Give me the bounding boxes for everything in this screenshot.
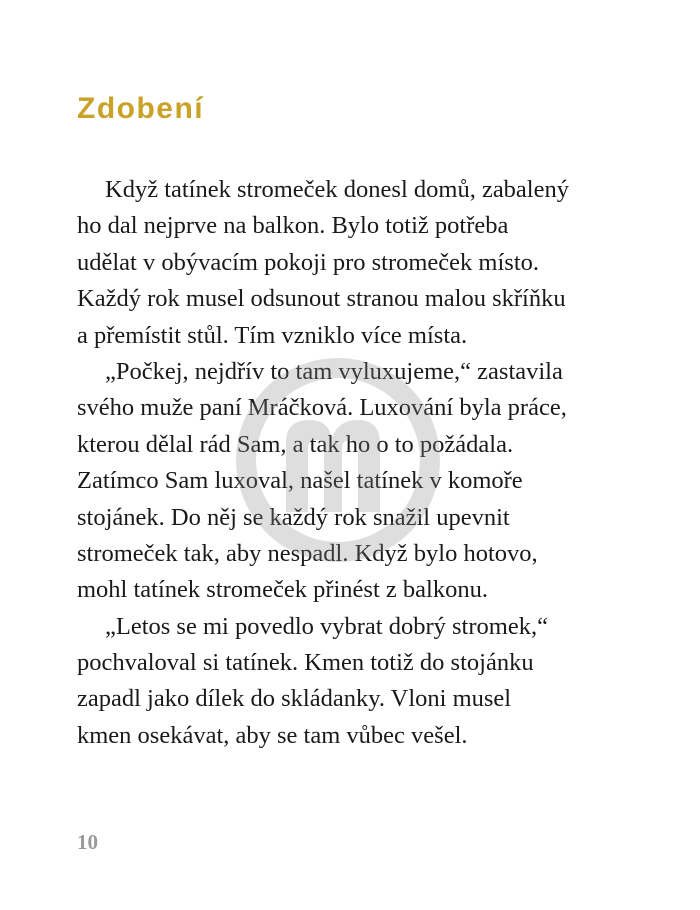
- text-line: Každý rok musel odsunout stranou malou skříňku: [77, 285, 566, 313]
- text-line: kmen osekávat, aby se tam vůbec vešel.: [77, 721, 468, 749]
- text-line: ho dal nejprve na balkon. Bylo totiž potřeba: [77, 212, 509, 240]
- text-line: zapadl jako dílek do skládanky. Vloni musel: [77, 685, 512, 713]
- chapter-title: Zdobení: [77, 92, 205, 125]
- page-number: 10: [77, 830, 98, 854]
- text-line: kterou dělal rád Sam, a tak ho o to požádala.: [77, 430, 514, 458]
- text-line: Když tatínek stromeček donesl domů, zabalený: [105, 176, 569, 203]
- text-line: stojánek. Do něj se každý rok snažil upevnit: [77, 503, 510, 531]
- text-line: mohl tatínek stromeček přinést z balkonu.: [77, 576, 488, 604]
- text-line: svého muže paní Mráčková. Luxování byla práce,: [77, 394, 567, 422]
- text-line: „Počkej, nejdřív to tam vyluxujeme,“ zastavila: [105, 357, 563, 385]
- text-line: Zatímco Sam luxoval, našel tatínek v komoře: [77, 467, 523, 495]
- body-text: [77, 172, 637, 754]
- text-line: „Letos se mi povedlo vybrat dobrý stromek,“: [105, 612, 548, 640]
- text-line: stromeček tak, aby nespadl. Když bylo hotovo,: [77, 539, 538, 567]
- text-line: a přemístit stůl. Tím vzniklo více místa.: [77, 321, 468, 349]
- text-line: udělat v obývacím pokoji pro stromeček místo.: [77, 248, 540, 276]
- text-line: pochvaloval si tatínek. Kmen totiž do stojánku: [77, 649, 534, 677]
